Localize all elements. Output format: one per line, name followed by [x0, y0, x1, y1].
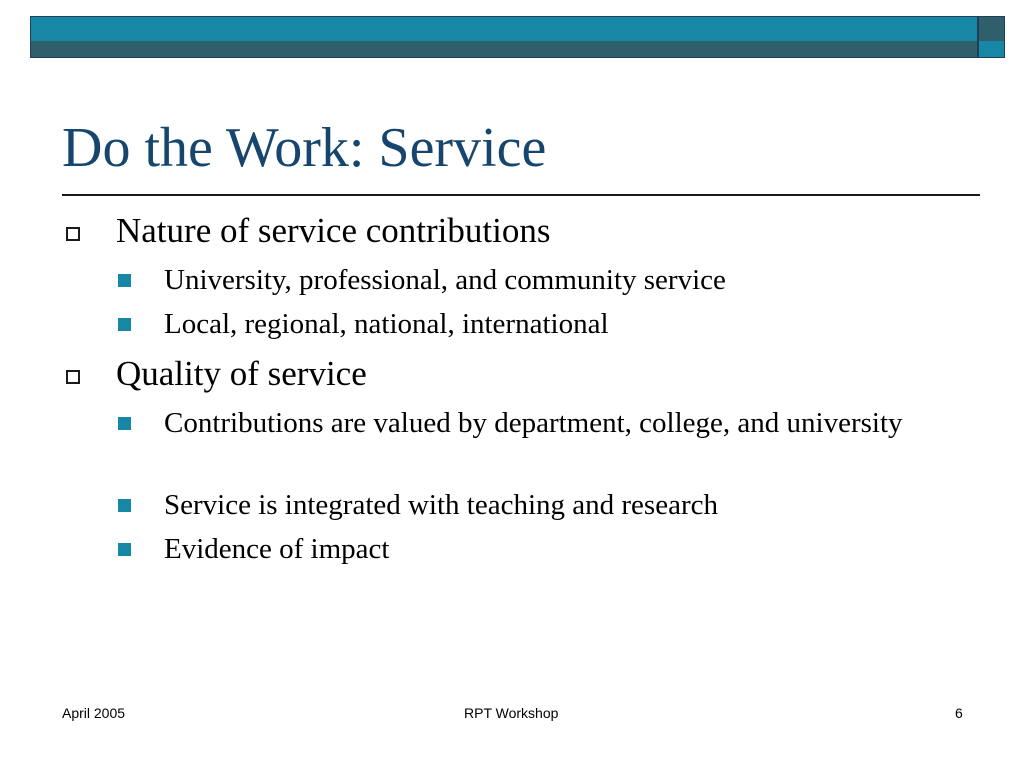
hollow-square-bullet-icon: [66, 227, 80, 241]
filled-square-bullet-icon: [118, 274, 131, 287]
footer-date: April 2005: [62, 705, 126, 721]
bullet-item-nature: Nature of service contributions: [116, 211, 551, 250]
filled-square-bullet-icon: [118, 543, 131, 556]
footer-slide-number: 6: [955, 705, 963, 721]
bullet-item-quality: Quality of service: [116, 354, 367, 393]
sub-bullet-item: University, professional, and community service: [164, 264, 726, 296]
sub-bullet-item: Contributions are valued by department, college, and university: [164, 407, 903, 439]
hollow-square-bullet-icon: [66, 370, 80, 384]
filled-square-bullet-icon: [118, 417, 131, 430]
slide-title: Do the Work: Service: [62, 117, 547, 179]
sub-bullet-item: Evidence of impact: [164, 533, 390, 565]
filled-square-bullet-icon: [118, 318, 131, 331]
filled-square-bullet-icon: [118, 499, 131, 512]
sub-bullet-item: Local, regional, national, international: [164, 308, 609, 340]
footer-title: RPT Workshop: [464, 705, 559, 721]
sub-bullet-item: Service is integrated with teaching and research: [164, 489, 718, 521]
